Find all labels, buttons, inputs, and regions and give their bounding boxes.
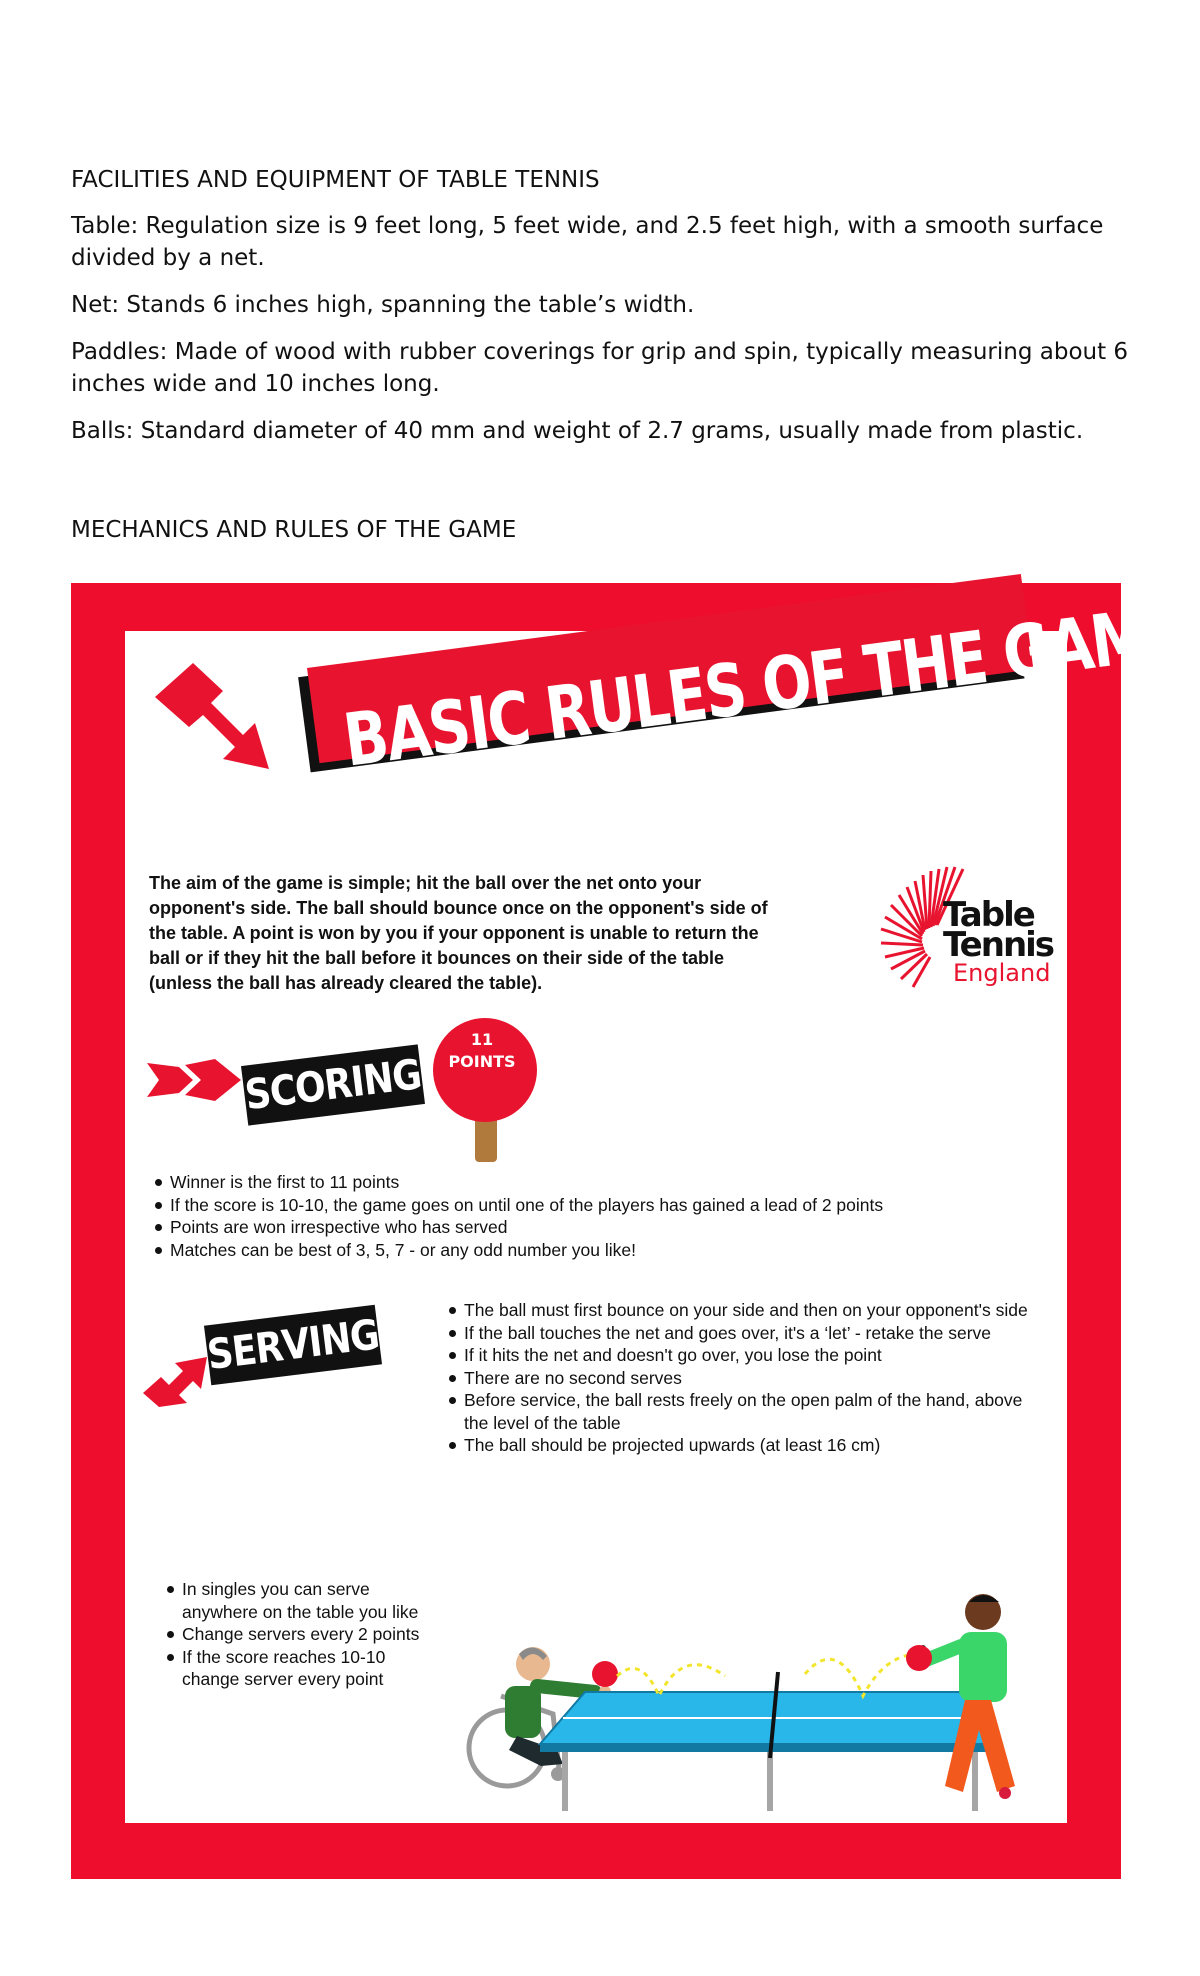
players-table-illustration [445, 1536, 1045, 1816]
list-item: In singles you can serve anywhere on the table you like [165, 1578, 425, 1623]
serving-tag-label: SERVING [204, 1311, 382, 1379]
paragraph-table: Table: Regulation size is 9 feet long, 5 feet wide, and 2.5 feet high, with a smooth surface divided by a net. [71, 213, 1104, 271]
scoring-arrow-icon [145, 1055, 245, 1105]
document-text [71, 164, 1151, 543]
logo-word-england: England [953, 959, 1051, 987]
scoring-tag-label: SCORING [242, 1050, 424, 1120]
paragraph-net: Net: Stands 6 inches high, spanning the table’s width. [71, 292, 695, 318]
list-item: If the score is 10-10, the game goes on until one of the players has gained a lead of 2 points [153, 1194, 1053, 1217]
list-item: Change servers every 2 points [165, 1623, 425, 1646]
serving-tag [204, 1305, 382, 1386]
paragraph-paddles: Paddles: Made of wood with rubber coverings for grip and spin, typically measuring about 6 inches wide and 10 inches long. [71, 339, 1129, 397]
paddle-points-word: POINTS [448, 1052, 516, 1071]
serving-list [447, 1299, 1047, 1457]
logo-word-tennis: Tennis [943, 925, 1054, 965]
title-arrow-icon [145, 657, 295, 777]
section-heading-facilities: FACILITIES AND EQUIPMENT OF TABLE TENNIS [71, 167, 600, 193]
singles-list [165, 1578, 425, 1691]
poster-title: BASIC RULES OF THE GAME [339, 588, 1190, 784]
intro-text: The aim of the game is simple; hit the ball over the net onto your opponent's side. The ball should bounce once on the opponent's side of the table. A point is won by you if your opponent is unable to return the ball or if they hit the ball before it bounces on their side of the table (unless the ball has already cleared the table). [149, 873, 768, 993]
list-item: Points are won irrespective who has served [153, 1216, 1053, 1239]
paragraph-balls: Balls: Standard diameter of 40 mm and weight of 2.7 grams, usually made from plastic. [71, 418, 1084, 444]
list-item: Winner is the first to 11 points [153, 1171, 1053, 1194]
list-item: Matches can be best of 3, 5, 7 - or any odd number you like! [153, 1239, 1053, 1262]
list-item: There are no second serves [447, 1367, 1047, 1390]
list-item: If it hits the net and doesn't go over, you lose the point [447, 1344, 1047, 1367]
scoring-list [153, 1171, 1053, 1261]
list-item: Before service, the ball rests freely on the open palm of the hand, above the level of the table [447, 1389, 1047, 1434]
rules-poster [71, 583, 1190, 1879]
paddle-points-number: 11 [470, 1030, 494, 1049]
serving-arrow-icon [139, 1353, 215, 1409]
list-item: The ball must first bounce on your side and then on your opponent's side [447, 1299, 1047, 1322]
table-tennis-england-logo [877, 863, 1054, 993]
section-heading-mechanics: MECHANICS AND RULES OF THE GAME [71, 517, 517, 543]
list-item: If the ball touches the net and goes over, it's a ‘let’ - retake the serve [447, 1322, 1047, 1345]
paddle-label [431, 1029, 533, 1073]
list-item: If the score reaches 10-10 change server every point [165, 1646, 425, 1691]
poster-panel [125, 588, 1190, 1823]
logo-word-table: Table [943, 895, 1034, 935]
scoring-tag [241, 1044, 425, 1125]
list-item: The ball should be projected upwards (at least 16 cm) [447, 1434, 1047, 1457]
